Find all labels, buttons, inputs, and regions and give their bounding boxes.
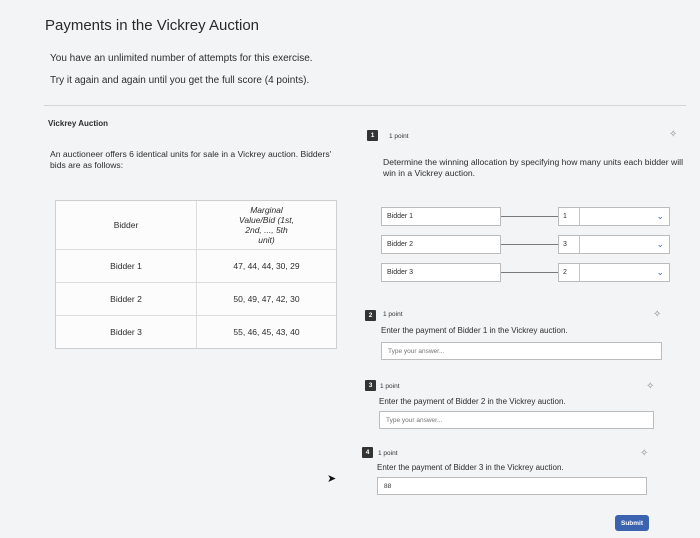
question-text: Enter the payment of Bidder 3 in the Vickrey auction.	[377, 463, 564, 472]
question-text: Enter the payment of Bidder 1 in the Vickrey auction.	[381, 326, 568, 335]
intro-try-again: Try it again and again until you get the full score (4 points).	[50, 75, 310, 86]
bids-table	[55, 200, 337, 349]
select-divider	[579, 236, 580, 253]
cell-bids: 55, 46, 45, 43, 40	[233, 327, 300, 337]
question-points: 1 point	[380, 383, 400, 390]
cell-bidder: Bidder 2	[56, 283, 197, 315]
chevron-down-icon: ⌄	[656, 211, 664, 221]
selected-value: 3	[563, 241, 567, 248]
match-label: Bidder 3	[387, 269, 414, 276]
question-points: 1 point	[389, 133, 409, 140]
match-connector	[501, 272, 559, 273]
header-marginal-value: Marginal Value/Bid (1st, 2nd, ..., 5th unit)	[239, 205, 294, 245]
select-divider	[579, 264, 580, 281]
question-number: 1	[367, 130, 378, 141]
submit-button[interactable]: Submit	[615, 515, 649, 531]
match-bidder-2	[381, 235, 501, 254]
payment-input-bidder-2[interactable]	[379, 411, 654, 429]
page-title: Payments in the Vickrey Auction	[45, 17, 259, 34]
cell-bidder: Bidder 3	[56, 316, 197, 348]
match-label: Bidder 2	[387, 241, 414, 248]
payment-input-bidder-3[interactable]	[377, 477, 647, 495]
pin-icon[interactable]: ✧	[646, 381, 655, 392]
match-connector	[501, 244, 559, 245]
payment-input-bidder-1[interactable]	[381, 342, 662, 360]
question-text: Determine the winning allocation by specifying how many units each bidder will win in a Vickrey auction.	[383, 157, 683, 178]
pin-icon[interactable]: ✧	[669, 129, 678, 140]
selected-value: 1	[563, 213, 567, 220]
question-number: 3	[365, 380, 376, 391]
pin-icon[interactable]: ✧	[653, 309, 662, 320]
question-text: Enter the payment of Bidder 2 in the Vickrey auction.	[379, 397, 566, 406]
table-header-row	[56, 201, 336, 250]
match-label: Bidder 1	[387, 213, 414, 220]
question-points: 1 point	[383, 311, 403, 318]
match-bidder-3	[381, 263, 501, 282]
divider	[44, 105, 686, 106]
cursor-icon: ➤	[327, 473, 337, 485]
cell-bidder: Bidder 1	[56, 250, 197, 282]
match-bidder-1	[381, 207, 501, 226]
section-title: Vickrey Auction	[48, 119, 109, 128]
pin-icon[interactable]: ✧	[640, 448, 649, 459]
intro-attempts: You have an unlimited number of attempts for this exercise.	[50, 53, 313, 64]
select-divider	[579, 208, 580, 225]
question-points: 1 point	[378, 450, 398, 457]
match-connector	[501, 216, 559, 217]
table-row	[56, 250, 336, 283]
chevron-down-icon: ⌄	[656, 267, 664, 277]
allocation-select-bidder-2[interactable]	[558, 235, 670, 254]
allocation-select-bidder-3[interactable]	[558, 263, 670, 282]
problem-statement: An auctioneer offers 6 identical units for sale in a Vickrey auction. Bidders' bids are as follows:	[50, 149, 332, 170]
table-row	[56, 316, 336, 348]
header-bidder: Bidder	[56, 201, 197, 249]
selected-value: 2	[563, 269, 567, 276]
cell-bids: 50, 49, 47, 42, 30	[233, 294, 300, 304]
cell-bids: 47, 44, 44, 30, 29	[233, 261, 300, 271]
question-number: 2	[365, 310, 376, 321]
table-row	[56, 283, 336, 316]
question-number: 4	[362, 447, 373, 458]
chevron-down-icon: ⌄	[656, 239, 664, 249]
allocation-select-bidder-1[interactable]	[558, 207, 670, 226]
